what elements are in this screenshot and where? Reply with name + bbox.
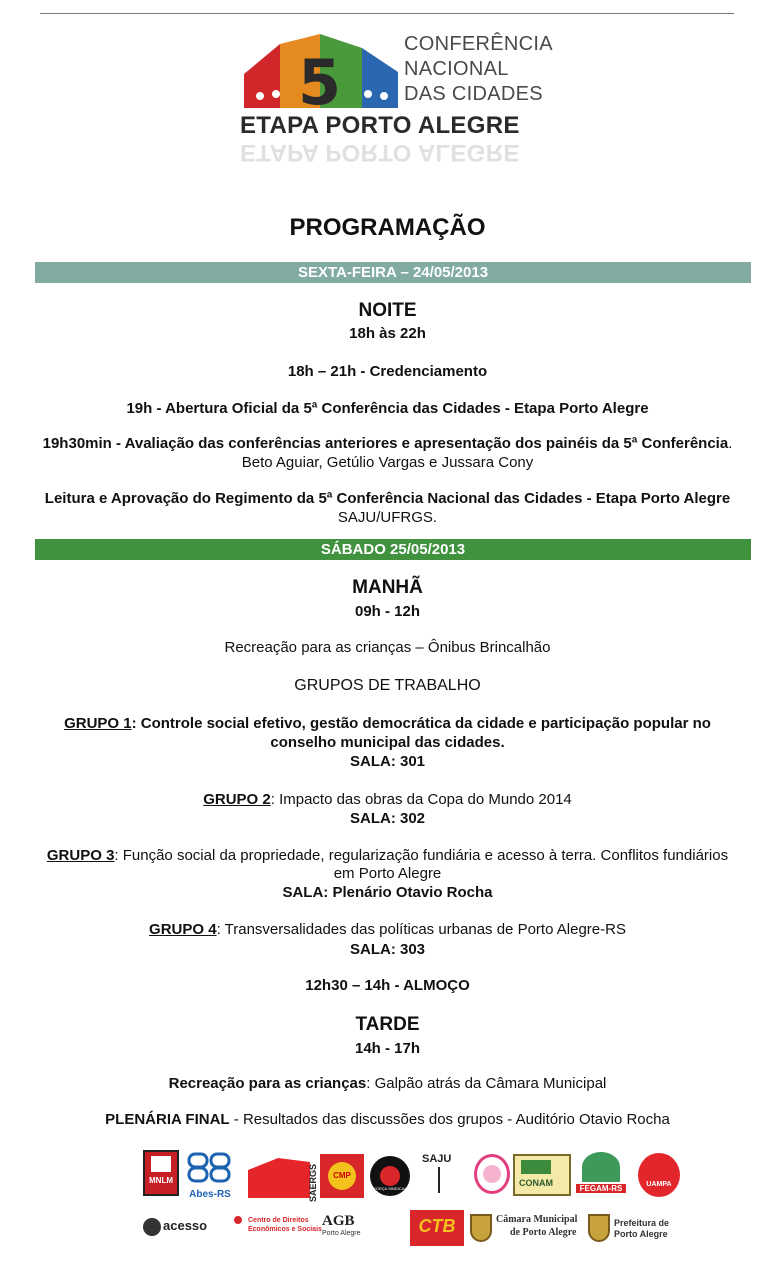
friday-item-regimento: Leitura e Aprovação do Regimento da 5ª Conferência Nacional das Cidades - Etapa Porto Alegre [44,490,731,507]
logo-line-3: DAS CIDADES [404,83,543,105]
saturday-band: SÁBADO 25/05/2013 [35,539,751,560]
group-3-room: SALA: Plenário Otavio Rocha [282,884,493,901]
friday-item-avaliacao [0,434,775,453]
conam-logo [513,1154,571,1196]
group-4-line-1 [0,920,775,939]
afternoon-recreation-rest: : Galpão atrás da Câmara Municipal [366,1075,607,1092]
group-1-text-a: : Controle social efetivo, gestão democrática da cidade e participação popular no [131,715,711,732]
saturday-afternoon-hours: 14h - 17h [354,1040,421,1057]
camara-logo [470,1212,580,1246]
friday-period: NOITE [358,300,417,321]
saturday-morning-hours: 09h - 12h [354,603,421,620]
friday-item-avaliacao-text: 19h30min - Avaliação das conferências anteriores e apresentação dos painéis da 5ª Conferência [42,435,729,452]
uampa-label: UAMPA [646,1181,672,1188]
friday-item-speakers: Beto Aguiar, Getúlio Vargas e Jussara Cony [241,454,534,471]
friday-item-credenciamento: 18h – 21h - Credenciamento [287,363,488,380]
group-2-label: GRUPO 2 [203,791,271,808]
group-2-room: SALA: 302 [349,810,426,827]
mnlm-label: MNLM [149,1176,173,1185]
logo-line-2: NACIONAL [404,58,509,80]
agb-logo [322,1213,400,1243]
svg-text:5: 5 [298,46,342,119]
agb-sub: Porto Alegre [322,1230,361,1237]
cmp-logo [320,1154,364,1198]
top-rule [40,13,734,14]
friday-item-avaliacao-suffix: . [728,435,733,452]
group-1-label: GRUPO 1 [64,715,132,732]
group-4-text-a: : Transversalidades das políticas urbanas de Porto Alegre-RS [216,921,626,938]
acesso-label: acesso [163,1218,208,1233]
saturday-afternoon: TARDE [355,1014,420,1035]
conam-label: CONAM [519,1178,553,1188]
saergs-logo [248,1156,322,1203]
uampa-logo [638,1153,680,1197]
abes-logo [185,1152,235,1198]
agb-label: AGB [322,1213,355,1229]
prefeitura-logo [588,1212,678,1246]
fegam-logo [576,1152,626,1198]
saju-logo [422,1153,458,1197]
saturday-morning: MANHÃ [352,577,423,598]
camara-line-2: de Porto Alegre [510,1227,577,1238]
logo-etapa: ETAPA PORTO ALEGRE [240,112,520,139]
group-3-line-1 [0,846,775,865]
friday-hours: 18h às 22h [349,325,426,342]
logo-etapa-reflection: ETAPA PORTO ALEGRE [240,139,520,166]
fegam-label: FEGAM-RS [576,1184,626,1193]
friday-band: SEXTA-FEIRA – 24/05/2013 [35,262,751,283]
ibm-style-logo [474,1154,510,1194]
groups-title: GRUPOS DE TRABALHO [294,677,481,694]
acesso-logo [143,1216,233,1242]
friday-item-abertura: 19h - Abertura Oficial da 5ª Conferência das Cidades - Etapa Porto Alegre [126,400,649,417]
camara-line-1: Câmara Municipal [496,1214,578,1225]
prefeitura-line-1: Prefeitura de [614,1218,670,1228]
group-1-room: SALA: 301 [349,753,426,770]
cdes-logo [234,1214,324,1244]
saturday-recreation: Recreação para as crianças – Ônibus Brincalhão [224,639,551,656]
saergs-label: SAERGS [308,1164,318,1203]
logo-text [404,32,553,107]
plenary-bold: PLENÁRIA FINAL [105,1111,230,1128]
prefeitura-line-2: Porto Alegre [614,1229,668,1239]
conference-logo [238,28,568,168]
plenary-rest: - Resultados das discussões dos grupos - Auditório Otavio Rocha [229,1111,670,1128]
group-2-line-1 [0,790,775,809]
afternoon-recreation-bold: Recreação para as crianças [168,1075,367,1092]
afternoon-recreation [0,1074,775,1093]
forca-label: FORÇA SINDICAL [373,1186,407,1191]
group-4-room: SALA: 303 [349,941,426,958]
group-4-label: GRUPO 4 [149,921,217,938]
page-title: PROGRAMAÇÃO [289,214,486,241]
saju-label: SAJU [422,1153,452,1165]
group-2-text-a: : Impacto das obras da Copa do Mundo 2014 [270,791,572,808]
plenary [0,1110,775,1129]
abes-label: Abes-RS [189,1189,231,1200]
group-1-line-2: conselho municipal das cidades. [270,734,505,751]
ctb-label: CTB [418,1216,456,1236]
group-1-line-1 [0,714,775,733]
mnlm-logo [143,1150,179,1196]
logo-line-1: CONFERÊNCIA [404,33,553,55]
forca-sindical-logo [370,1156,410,1196]
group-3-text-a: : Função social da propriedade, regularização fundiária e acesso à terra. Conflitos fundiários [114,847,729,864]
group-3-line-2: em Porto Alegre [333,865,442,882]
lunch: 12h30 – 14h - ALMOÇO [305,977,470,994]
friday-item-saju: SAJU/UFRGS. [337,509,438,526]
cdes-label: Centro de Direitos Econômicos e Sociais [248,1217,322,1233]
ctb-logo [410,1210,464,1246]
group-3-label: GRUPO 3 [46,847,115,864]
cmp-label: CMP [333,1171,351,1180]
abes-icon [185,1152,235,1184]
